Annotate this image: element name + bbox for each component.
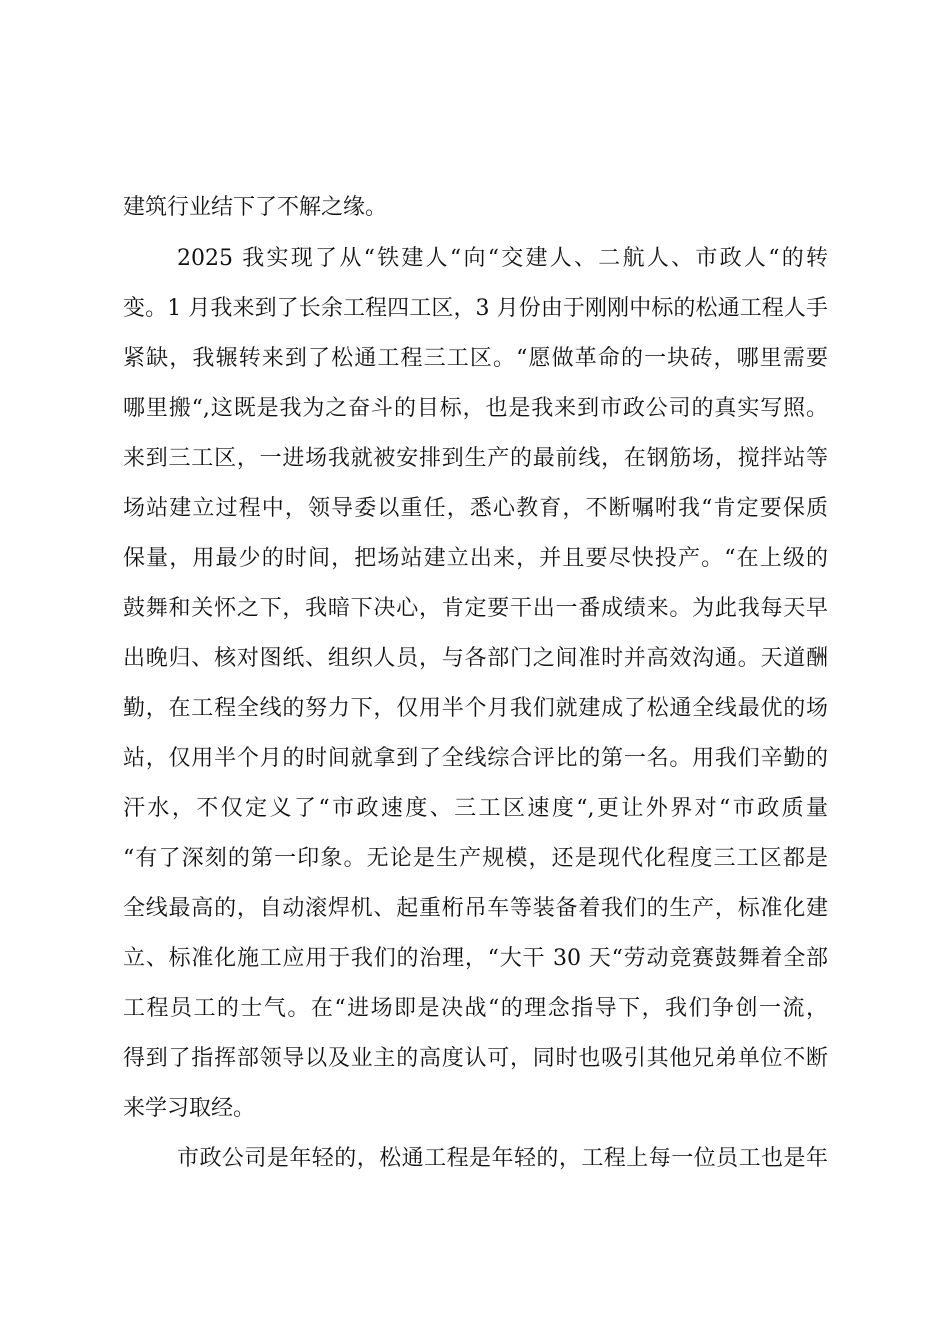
text-line: 2025 我实现了从“铁建人“向“交建人、二航人、市政人“的转: [177, 246, 828, 271]
text-line: 场站建立过程中，领导委以重任，悉心教育，不断嘱咐我“肯定要保质: [123, 496, 828, 521]
text-line: 哪里搬“,这既是我为之奋斗的目标，也是我来到市政公司的真实写照。: [123, 396, 828, 421]
text-line: “有了深刻的第一印象。无论是生产规模，还是现代化程度三工区都是: [123, 846, 828, 871]
text-line: 全线最高的，自动滚焊机、起重桁吊车等装备着我们的生产，标准化建: [123, 896, 828, 921]
text-line: 汗水，不仅定义了“市政速度、三工区速度“,更让外界对“市政质量: [123, 796, 828, 821]
text-line: 市政公司是年轻的，松通工程是年轻的，工程上每一位员工也是年: [177, 1146, 828, 1171]
text-line: 得到了指挥部领导以及业主的高度认可，同时也吸引其他兄弟单位不断: [123, 1046, 828, 1071]
text-line: 来到三工区，一进场我就被安排到生产的最前线，在钢筋场，搅拌站等: [123, 446, 828, 471]
text-line: 工程员工的士气。在“进场即是决战“的理念指导下，我们争创一流，: [123, 996, 828, 1021]
text-line: 建筑行业结下了不解之缘。: [123, 195, 388, 220]
text-line: 紧缺，我辗转来到了松通工程三工区。“愿做革命的一块砖，哪里需要: [123, 346, 828, 371]
text-line: 出晚归、核对图纸、组织人员，与各部门之间准时并高效沟通。天道酬: [123, 646, 828, 671]
text-line: 立、标准化施工应用于我们的治理，“大干 30 天“劳动竞赛鼓舞着全部: [123, 946, 828, 971]
text-line: 站，仅用半个月的时间就拿到了全线综合评比的第一名。用我们辛勤的: [123, 746, 828, 771]
text-line: 变。1 月我来到了长余工程四工区，3 月份由于刚刚中标的松通工程人手: [123, 296, 828, 321]
text-line: 鼓舞和关怀之下，我暗下决心，肯定要干出一番成绩来。为此我每天早: [123, 596, 828, 621]
text-line: 保量，用最少的时间，把场站建立出来，并且要尽快投产。“在上级的: [123, 546, 828, 571]
text-line: 来学习取经。: [123, 1096, 256, 1121]
text-line: 勤，在工程全线的努力下，仅用半个月我们就建成了松通全线最优的场: [123, 696, 828, 721]
